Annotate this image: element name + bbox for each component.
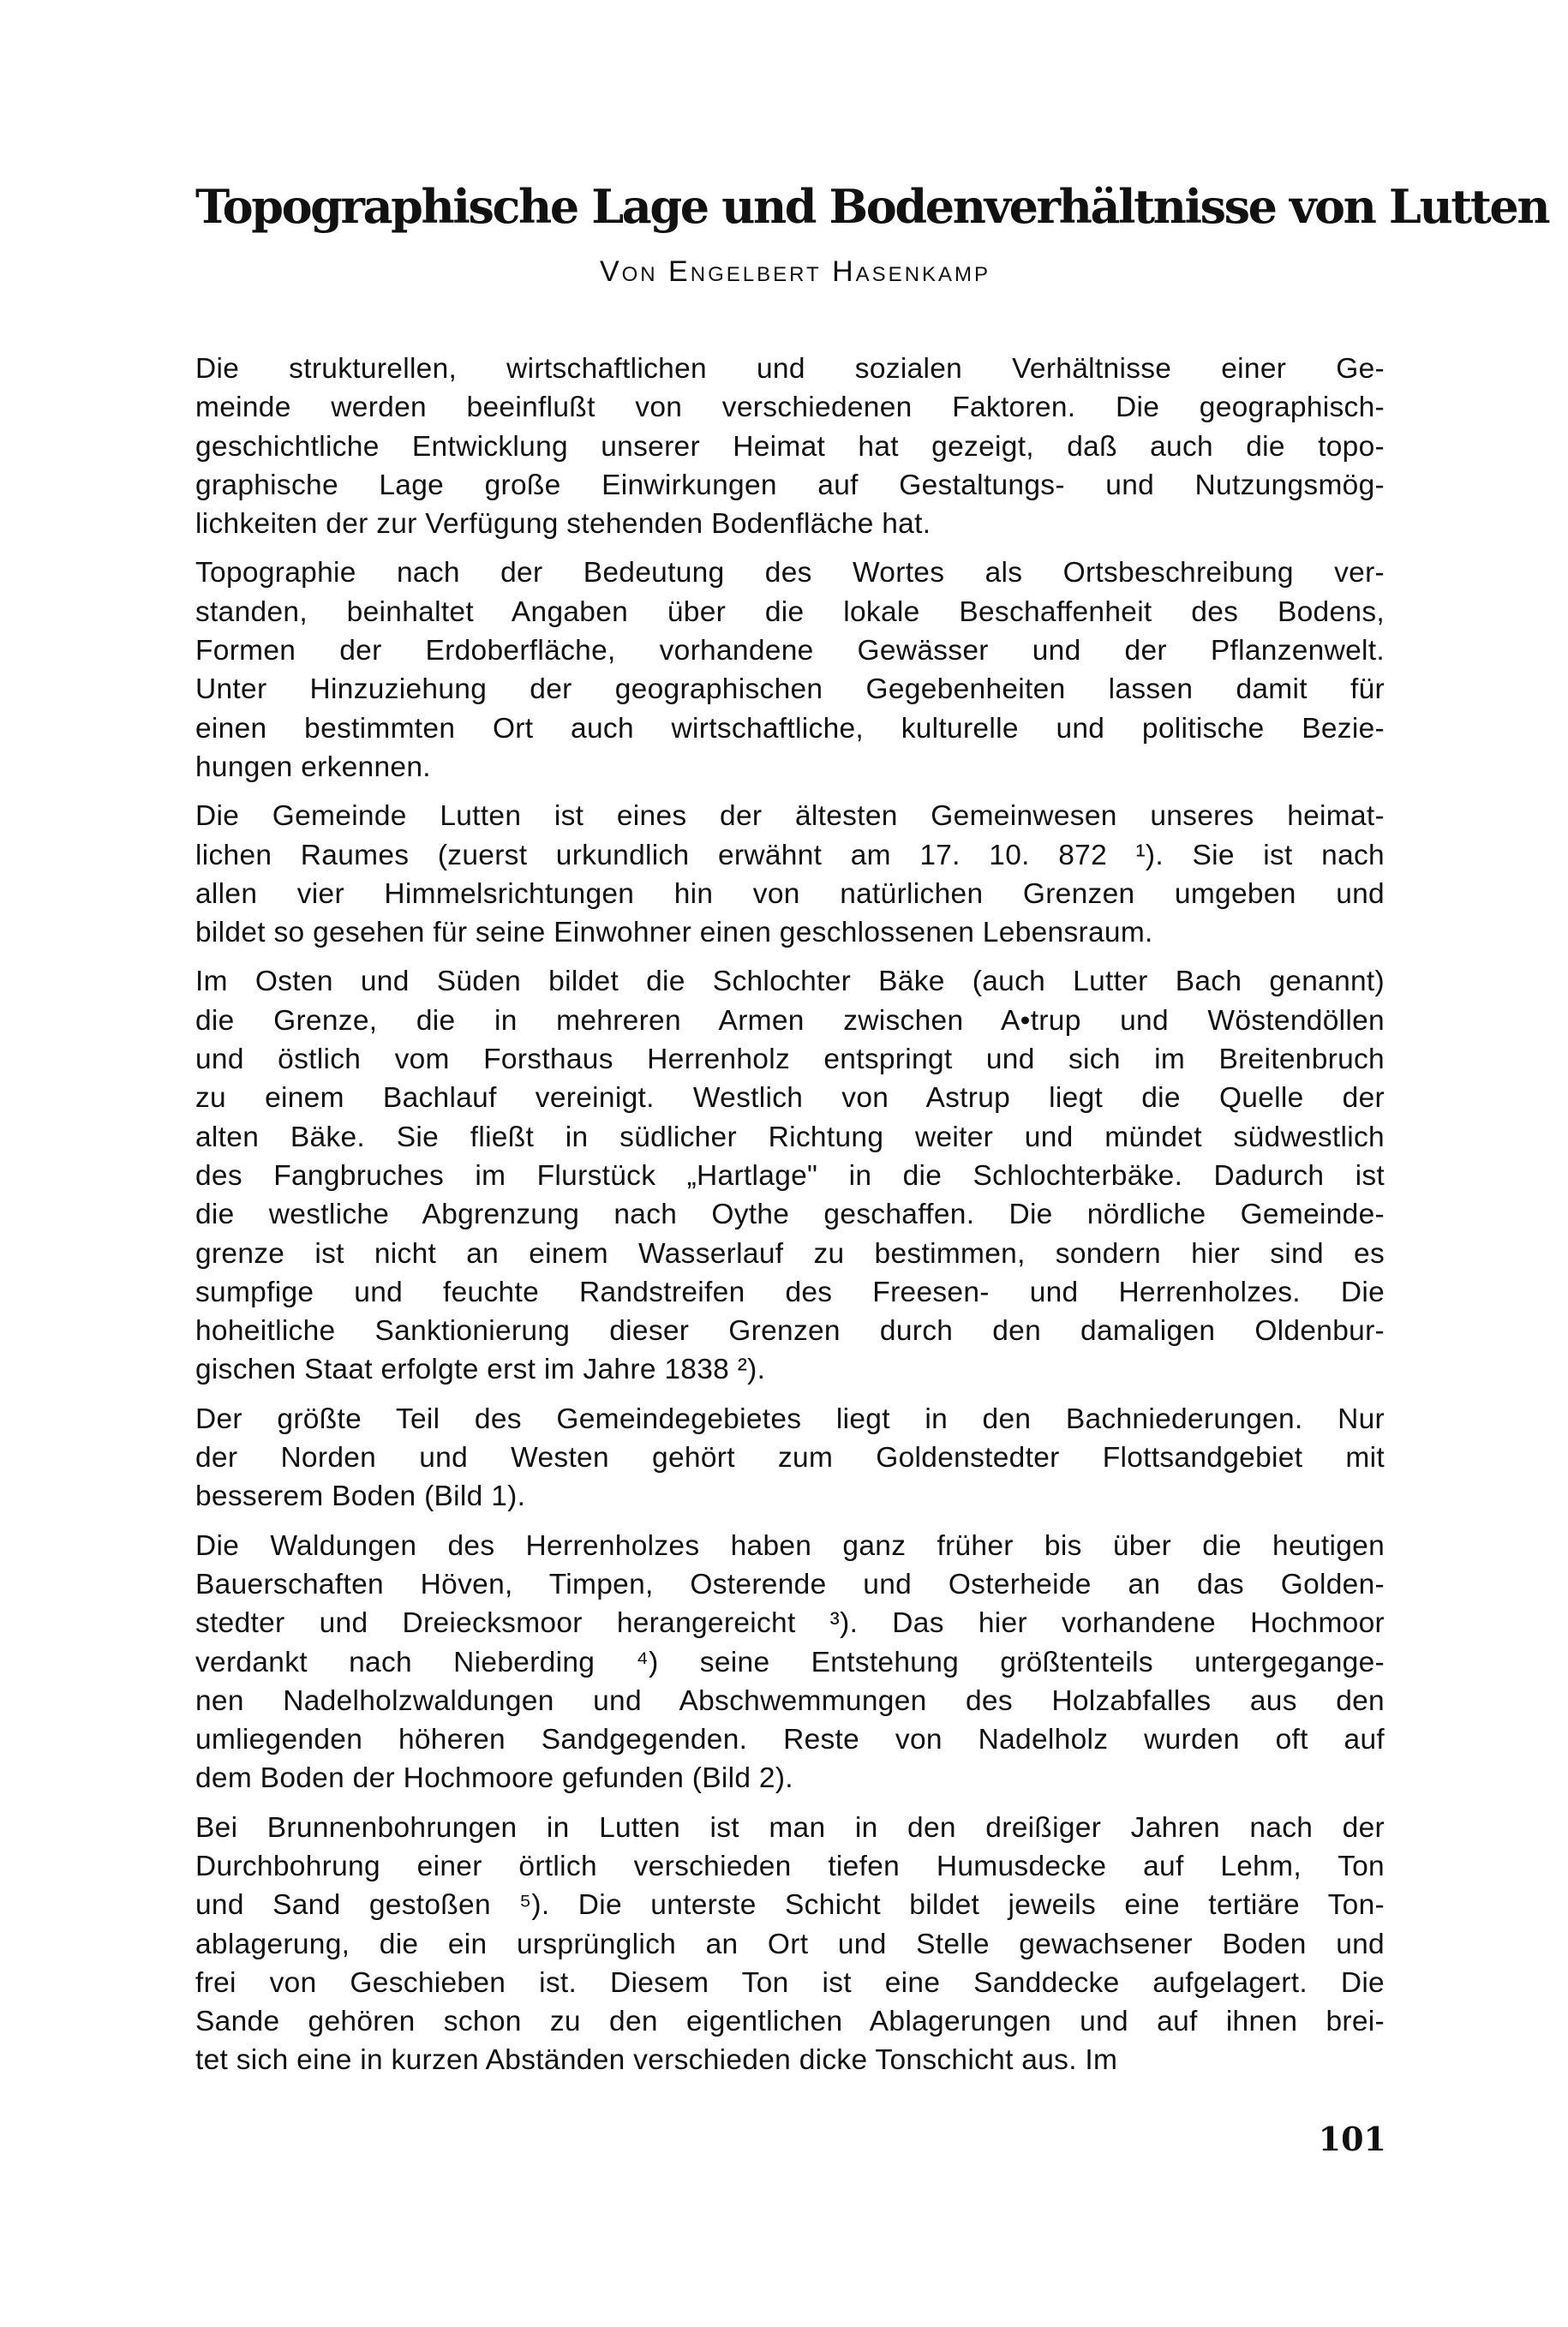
text-line: gischen Staat erfolgte erst im Jahre 1838 ²). xyxy=(195,1354,766,1386)
text-line: einen bestimmten Ort auch wirtschaftliche, kulturelle und politische Bezie- xyxy=(195,712,1385,745)
text-line: bildet so gesehen für seine Einwohner einen geschlossenen Lebensraum. xyxy=(195,917,1153,949)
paragraph xyxy=(195,553,1385,787)
text-line: Bei Brunnenbohrungen in Lutten ist man in den dreißiger Jahren nach der xyxy=(195,1811,1385,1844)
text-line: ablagerung, die ein ursprünglich an Ort und Stelle gewachsener Boden und xyxy=(195,1928,1385,1960)
text-line: tet sich eine in kurzen Abständen verschieden dicke Tonschicht aus. Im xyxy=(195,2044,1118,2077)
page-number: 101 xyxy=(1318,2120,1386,2158)
text-line: Der größte Teil des Gemeindegebietes liegt in den Bachniederungen. Nur xyxy=(195,1403,1385,1435)
text-line: graphische Lage große Einwirkungen auf Gestaltungs- und Nutzungsmög- xyxy=(195,469,1385,501)
text-line: Die strukturellen, wirtschaftlichen und sozialen Verhältnisse einer Ge- xyxy=(195,353,1385,385)
text-line: besserem Boden (Bild 1). xyxy=(195,1481,526,1513)
paragraph xyxy=(195,1809,1385,2080)
text-line: hoheitliche Sanktionierung dieser Grenzen durch den damaligen Oldenbur- xyxy=(195,1315,1385,1348)
text-line: Durchbohrung einer örtlich verschieden tiefen Humusdecke auf Lehm, Ton xyxy=(195,1850,1385,1882)
text-line: allen vier Himmelsrichtungen hin von natürlichen Grenzen umgeben und xyxy=(195,877,1385,910)
text-line: Im Osten und Süden bildet die Schlochter Bäke (auch Lutter Bach genannt) xyxy=(195,966,1385,998)
text-line: und östlich vom Forsthaus Herrenholz entspringt und sich im Breitenbruch xyxy=(195,1044,1385,1076)
author-byline: Von Engelbert Hasenkamp xyxy=(599,255,991,288)
text-line: Sande gehören schon zu den eigentlichen Ablagerungen und auf ihnen brei- xyxy=(195,2006,1385,2038)
paragraph xyxy=(195,1527,1385,1798)
text-line: nen Nadelholzwaldungen und Abschwemmungen des Holzabfalles aus den xyxy=(195,1684,1385,1717)
text-line: grenze ist nicht an einem Wasserlauf zu bestimmen, sondern hier sind es xyxy=(195,1237,1385,1270)
paragraph xyxy=(195,350,1385,543)
text-line: geschichtliche Entwicklung unserer Heimat hat gezeigt, daß auch die topo- xyxy=(195,430,1385,463)
text-line: zu einem Bachlauf vereinigt. Westlich von Astrup liegt die Quelle der xyxy=(195,1082,1385,1115)
text-line: dem Boden der Hochmoore gefunden (Bild 2). xyxy=(195,1762,793,1795)
text-line: Bauerschaften Höven, Timpen, Osterende und Osterheide an das Golden- xyxy=(195,1568,1385,1600)
text-line: hungen erkennen. xyxy=(195,751,431,783)
text-line: meinde werden beeinflußt von verschiedenen Faktoren. Die geographisch- xyxy=(195,392,1385,424)
text-line: Formen der Erdoberfläche, vorhandene Gewässer und der Pflanzenwelt. xyxy=(195,635,1385,667)
paragraph xyxy=(195,1400,1385,1516)
text-line: sumpfige und feuchte Randstreifen des Freesen- und Herrenholzes. Die xyxy=(195,1276,1385,1308)
text-line: stedter und Dreiecksmoor herangereicht ³). Das hier vorhandene Hochmoor xyxy=(195,1607,1385,1640)
text-line: des Fangbruches im Flurstück „Hartlage" in die Schlochterbäke. Dadurch ist xyxy=(195,1159,1385,1192)
text-line: die Grenze, die in mehreren Armen zwischen A•trup und Wöstendöllen xyxy=(195,1004,1385,1037)
text-line: umliegenden höheren Sandgegenden. Reste von Nadelholz wurden oft auf xyxy=(195,1724,1385,1756)
paragraph xyxy=(195,962,1385,1389)
text-line: lichkeiten der zur Verfügung stehenden Bodenfläche hat. xyxy=(195,508,931,541)
text-line: Topographie nach der Bedeutung des Wortes als Ortsbeschreibung ver- xyxy=(195,557,1385,589)
article-title: Topographische Lage und Bodenverhältnisse von Lutten xyxy=(195,179,1549,234)
text-line: alten Bäke. Sie fließt in südlicher Richtung weiter und mündet südwestlich xyxy=(195,1121,1385,1153)
text-line: standen, beinhaltet Angaben über die lokale Beschaffenheit des Bodens, xyxy=(195,595,1385,628)
text-line: der Norden und Westen gehört zum Goldenstedter Flottsandgebiet mit xyxy=(195,1442,1385,1475)
text-line: lichen Raumes (zuerst urkundlich erwähnt am 17. 10. 872 ¹). Sie ist nach xyxy=(195,839,1385,871)
paragraph xyxy=(195,797,1385,952)
article-body xyxy=(195,350,1385,2091)
text-line: verdankt nach Nieberding ⁴) seine Entstehung größtenteils untergegange- xyxy=(195,1646,1385,1678)
text-line: Die Waldungen des Herrenholzes haben ganz früher bis über die heutigen xyxy=(195,1529,1385,1562)
text-line: Unter Hinzuziehung der geographischen Gegebenheiten lassen damit für xyxy=(195,673,1385,706)
text-line: Die Gemeinde Lutten ist eines der ältesten Gemeinwesen unseres heimat- xyxy=(195,800,1385,833)
text-line: und Sand gestoßen ⁵). Die unterste Schicht bildet jeweils eine tertiäre Ton- xyxy=(195,1889,1385,1922)
text-line: die westliche Abgrenzung nach Oythe geschaffen. Die nördliche Gemeinde- xyxy=(195,1199,1385,1231)
text-line: frei von Geschieben ist. Diesem Ton ist eine Sanddecke aufgelagert. Die xyxy=(195,1966,1385,1999)
